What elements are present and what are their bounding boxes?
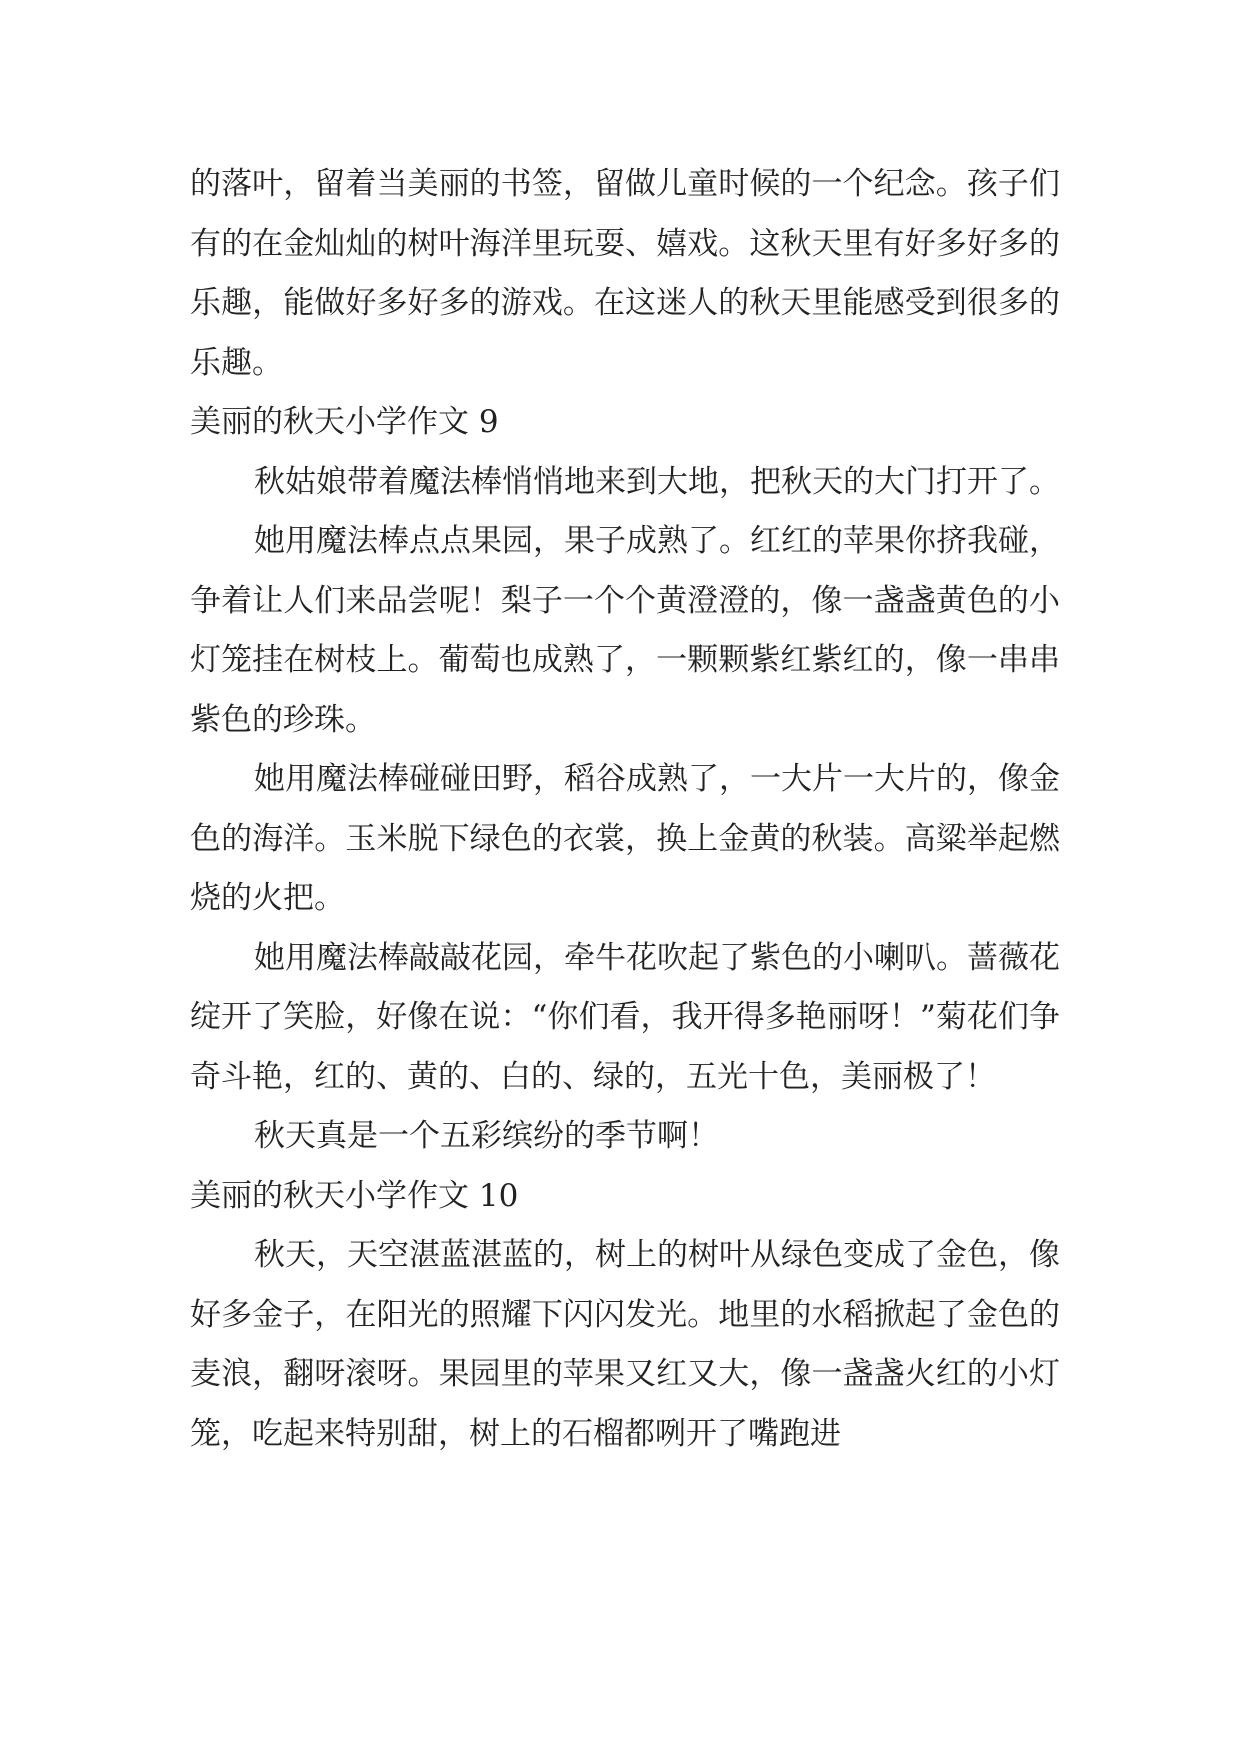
paragraph-7: 秋天，天空湛蓝湛蓝的，树上的树叶从绿色变成了金色，像好多金子，在阳光的照耀下闪闪发光。地里的水稻掀起了金色的麦浪，翻呀滚呀。果园里的苹果又红又大，像一盏盏火红的小灯笼，吃起来特别甜，树上的石榴都咧开了嘴跑进 (190, 1237, 1060, 1452)
paragraph-4: 她用魔法棒碰碰田野，稻谷成熟了，一大片一大片的，像金色的海洋。玉米脱下绿色的衣裳，换上金黄的秋装。高粱举起燃烧的火把。 (190, 761, 1060, 916)
section-heading-9: 美丽的秋天小学作文 9 (190, 404, 499, 440)
paragraph-6: 秋天真是一个五彩缤纷的季节啊！ (254, 1118, 719, 1154)
paragraph-3: 她用魔法棒点点果园，果子成熟了。红红的苹果你挤我碰，争着让人们来品尝呢！梨子一个个黄澄澄的，像一盏盏黄色的小灯笼挂在树枝上。葡萄也成熟了，一颗颗紫红紫红的，像一串串紫色的珍珠。 (190, 523, 1060, 738)
paragraph-1: 的落叶，留着当美丽的书签，留做儿童时候的一个纪念。孩子们有的在金灿灿的树叶海洋里玩耍、嬉戏。这秋天里有好多好多的乐趣，能做好多好多的游戏。在这迷人的秋天里能感受到很多的乐趣。 (190, 166, 1060, 381)
section-heading-10: 美丽的秋天小学作文 10 (190, 1177, 519, 1214)
document-body (190, 155, 1060, 1464)
paragraph-2: 秋姑娘带着魔法棒悄悄地来到大地，把秋天的大门打开了。 (254, 463, 1060, 500)
paragraph-5: 她用魔法棒敲敲花园，牵牛花吹起了紫色的小喇叭。蔷薇花绽开了笑脸，好像在说：“你们看，我开得多艳丽呀！”菊花们争奇斗艳，红的、黄的、白的、绿的，五光十色，美丽极了！ (190, 939, 1060, 1095)
